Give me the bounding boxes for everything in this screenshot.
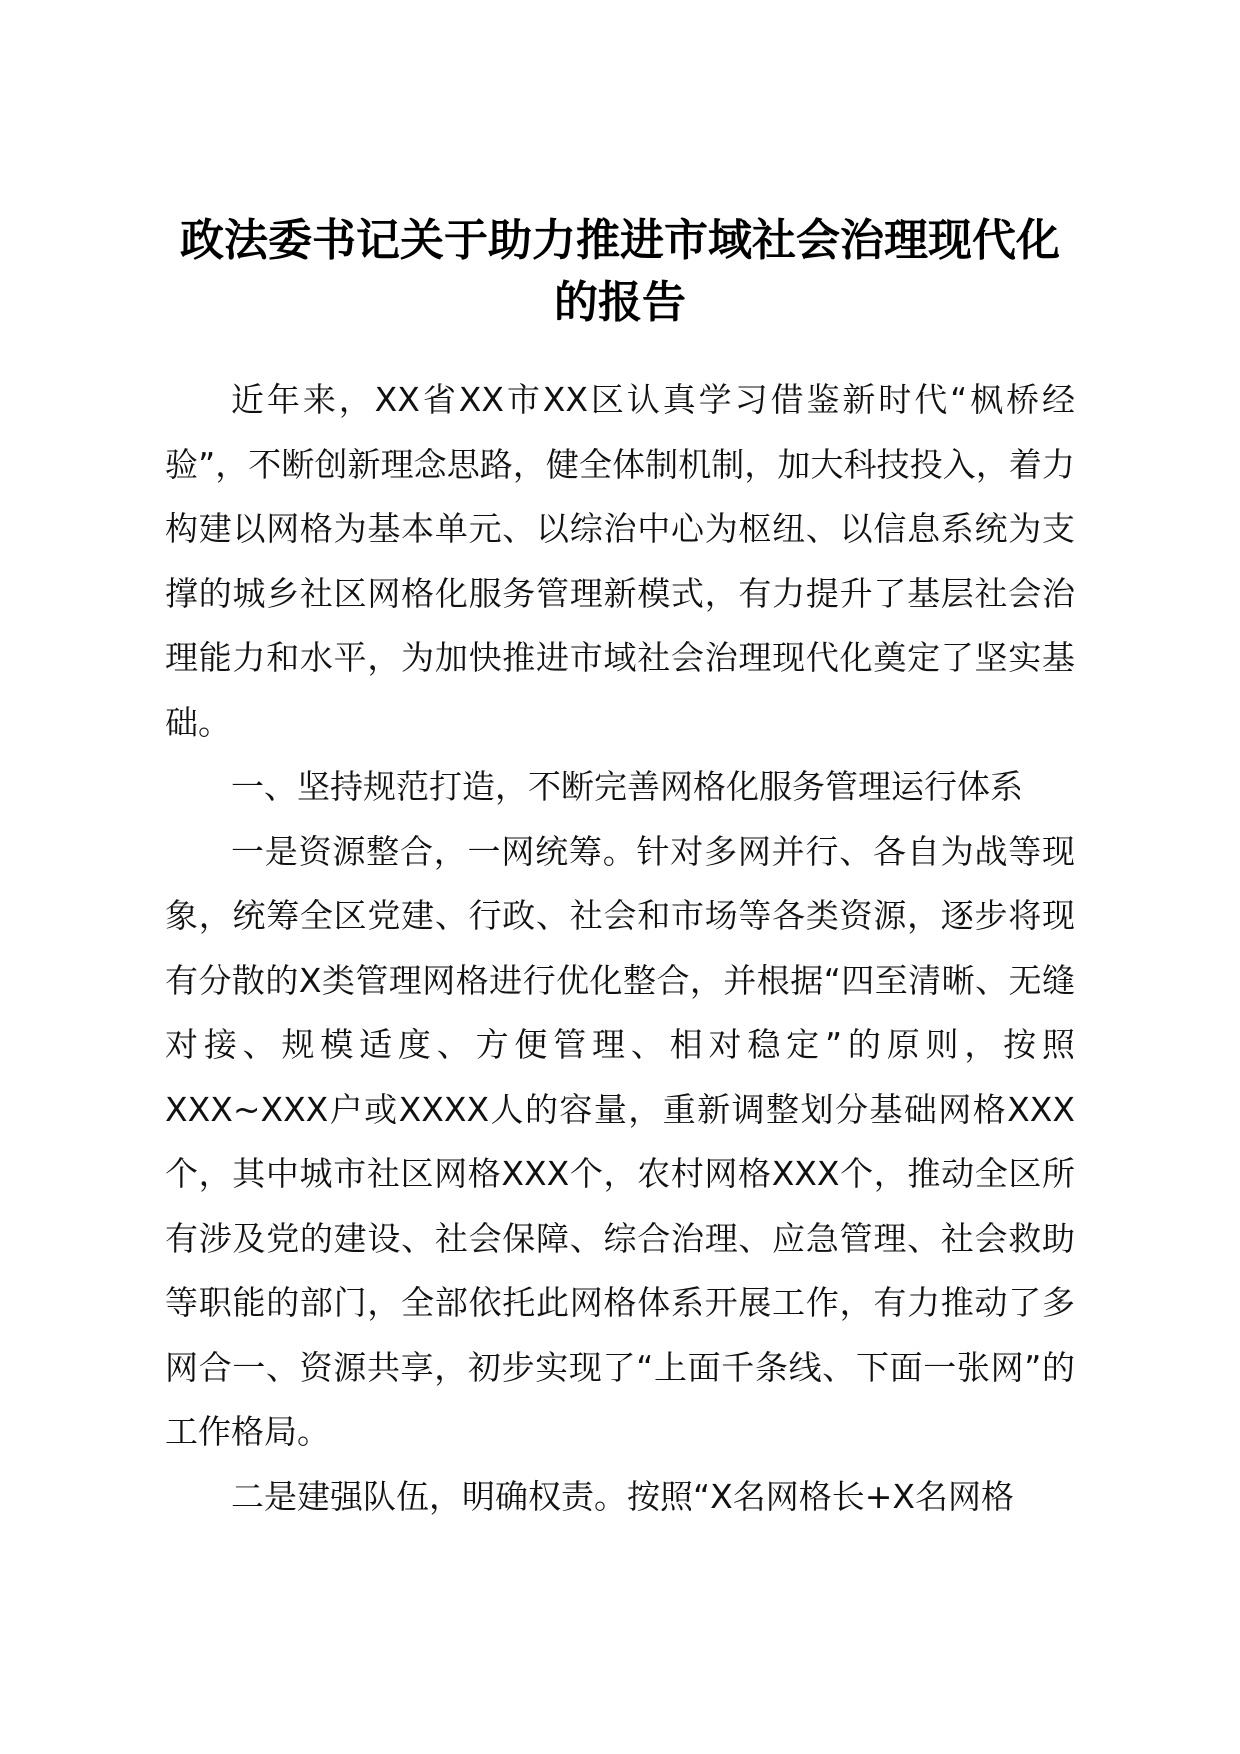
document-title: 政法委书记关于助力推进市域社会治理现代化的报告 (180, 215, 1060, 328)
paragraph-intro: 近年来，XX省XX市XX区认真学习借鉴新时代“枫桥经验”，不断创新理念思路，健全体制机制，加大科技投入，着力构建以网格为基本单元、以综治中心为枢纽、以信息系统为支撑的城乡社区网格化服务管理新模式，有力提升了基层社会治理能力和水平，为加快推进市域社会治理现代化奠定了坚实基础。 (165, 380, 1075, 742)
section-heading-1: 一、坚持规范打造，不断完善网格化服务管理运行体系 (231, 767, 1023, 806)
paragraph-team-building: 二是建强队伍，明确权责。按照“X名网格长+X名网格 (231, 1476, 1014, 1516)
paragraph-resource-integration: 一是资源整合，一网统筹。针对多网并行、各自为战等现象，统筹全区党建、行政、社会和市场等各类资源，逐步将现有分散的X类管理网格进行优化整合，并根据“四至清晰、无缝对接、规模适度、方便管理、相对稳定”的原则，按照XXX~XXX户或XXXX人的容量，重新调整划分基础网格XXX个，其中城市社区网格XXX个，农村网格XXX个，推动全区所有涉及党的建设、社会保障、综合治理、应急管理、社会救助等职能的部门，全部依托此网格体系开展工作，有力推动了多网合一、资源共享，初步实现了“上面千条线、下面一张网”的工作格局。 (165, 831, 1075, 1451)
document-body (165, 368, 1075, 1529)
